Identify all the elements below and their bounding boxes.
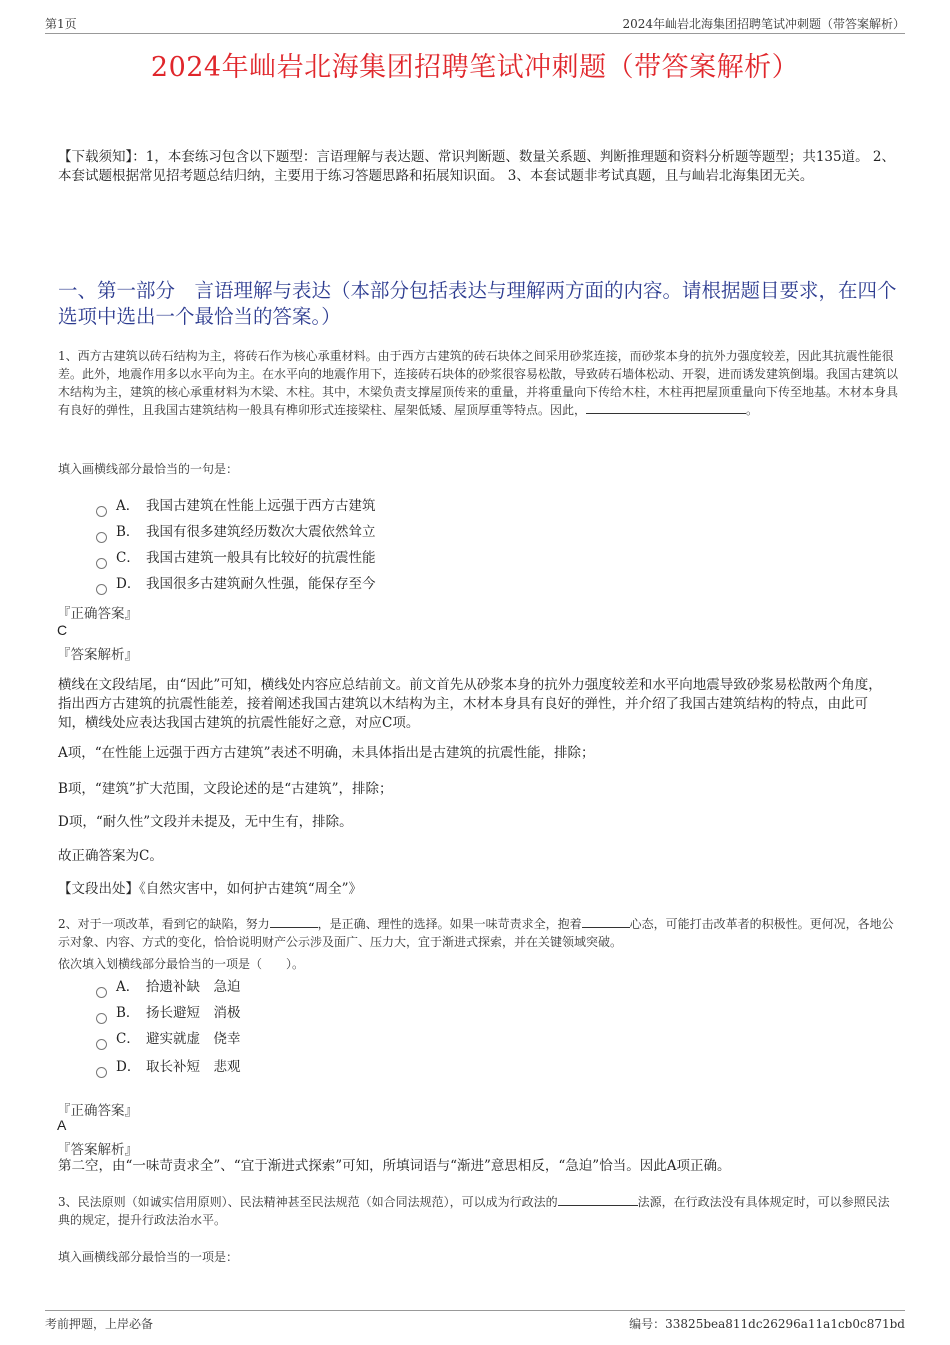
- footer-divider: [45, 1310, 905, 1311]
- q1-option-b[interactable]: B． 我国有很多建筑经历数次大震依然耸立: [96, 521, 376, 543]
- q2-option-a[interactable]: A． 拾遗补缺 急迫: [96, 976, 241, 998]
- answer-blank: [586, 401, 746, 414]
- q2-analysis-label: 『答案解析』: [57, 1142, 138, 1158]
- answer-blank: [270, 915, 318, 928]
- q2-option-b[interactable]: B． 扬长避短 消极: [96, 1002, 241, 1024]
- q2-answer: A: [57, 1117, 67, 1133]
- page-title: 2024年屾岩北海集团招聘笔试冲刺题（带答案解析）: [150, 52, 800, 83]
- q1-answer-label: 『正确答案』: [57, 606, 138, 622]
- radio-icon[interactable]: [96, 1067, 107, 1078]
- radio-icon[interactable]: [96, 987, 107, 998]
- download-notice: 【下载须知】：1，本套练习包含以下题型：言语理解与表达题、常识判断题、数量关系题、判断推理题和资料分析题等题型；共135道。 2、本套试题根据常见招考题总结归纳，主要用于练习答题思路和拓展知识面。 3、本套试题非考试真题，且与屾岩北海集团无关。: [58, 149, 895, 184]
- q2-answer-label: 『正确答案』: [57, 1103, 138, 1119]
- q1-source: 【文段出处】《自然灾害中，如何护古建筑“周全”》: [58, 881, 363, 897]
- radio-icon[interactable]: [96, 532, 107, 543]
- q1-option-d[interactable]: D． 我国很多古建筑耐久性强，能保存至今: [96, 573, 376, 595]
- q1-analysis-b: B项，“建筑”扩大范围，文段论述的是“古建筑”，排除；: [58, 781, 393, 797]
- question-3-prompt: 填入画横线部分最恰当的一项是：: [58, 1250, 239, 1264]
- section-heading: 一、第一部分 言语理解与表达（本部分包括表达与理解两方面的内容。请根据题目要求，在四个选项中选出一个最恰当的答案。）: [58, 279, 897, 328]
- q1-analysis-main: 横线在文段结尾，由“因此”可知，横线处内容应总结前文。前文首先从砂浆本身的抗外力强度较差和水平向地震导致砂浆易松散两个角度，指出西方古建筑的抗震性能差，接着阐述我国古建筑以木结构为主，木材本身具有良好的弹性，并介绍了我国古建筑结构的特点，由此可知，横线处应表达我国古建筑的抗震性能好之意，对应C项。: [58, 677, 882, 731]
- radio-icon[interactable]: [96, 1013, 107, 1024]
- q2-option-c[interactable]: C． 避实就虚 侥幸: [96, 1028, 241, 1050]
- question-3-stem: 3、民法原则（如诚实信用原则）、民法精神甚至民法规范（如合同法规范），可以成为行政法的 法源，在行政法没有具体规定时，可以参照民法典的规定，提升行政法治水平。: [58, 1195, 890, 1227]
- question-1-prompt: 填入画横线部分最恰当的一句是：: [58, 462, 239, 476]
- q2-option-d[interactable]: D． 取长补短 悲观: [96, 1056, 241, 1078]
- page-number: 第1页: [45, 17, 77, 31]
- footer-doc-id: 编号：33825bea811dc26296a11a1cb0c871bd: [629, 1317, 905, 1331]
- radio-icon[interactable]: [96, 506, 107, 517]
- question-2-prompt: 依次填入划横线部分最恰当的一项是（ ）。: [58, 957, 305, 971]
- question-1-stem: 1、西方古建筑以砖石结构为主，将砖石作为核心承重材料。由于西方古建筑的砖石块体之间采用砂浆连接，而砂浆本身的抗外力强度较差，因此其抗震性能很差。此外，地震作用多以水平向为主。在水平向的地震作用下，连接砖石块体的砂浆很容易松散，导致砖石墙体松动、开裂，进而诱发建筑倒塌。我国古建筑以木结构为主，建筑的核心承重材料为木梁、木柱。其中，木梁负责支撑屋顶传来的重量，并将重量向下传给木柱，木柱再把屋顶重量向下传至地基。木材本身具有良好的弹性，且我国古建筑结构一般具有榫卯形式连接梁柱、屋架低矮、屋顶厚重等特点。因此， 。: [58, 349, 899, 417]
- answer-blank: [582, 915, 630, 928]
- q1-analysis-d: D项，“耐久性”文段并未提及，无中生有，排除。: [58, 814, 353, 830]
- q1-answer: C: [57, 622, 68, 638]
- question-2-stem: 2、对于一项改革，看到它的缺陷，努力 ，是正确、理性的选择。如果一味苛责求全，抱着 心态，可能打击改革者的积极性。更何况，各地公示对象、内容、方式的变化，恰恰说明财产公示涉及面广、压力大，宜于渐进式探索，并在关键领域突破。: [58, 917, 894, 949]
- radio-icon[interactable]: [96, 584, 107, 595]
- radio-icon[interactable]: [96, 1039, 107, 1050]
- radio-icon[interactable]: [96, 558, 107, 569]
- footer-slogan: 考前押题，上岸必备: [45, 1317, 154, 1331]
- header-divider: [45, 33, 905, 34]
- q1-analysis-a: A项，“在性能上远强于西方古建筑”表述不明确，未具体指出是古建筑的抗震性能，排除；: [58, 745, 595, 761]
- q1-option-c[interactable]: C． 我国古建筑一般具有比较好的抗震性能: [96, 547, 376, 569]
- q1-conclusion: 故正确答案为C。: [58, 848, 163, 864]
- running-header-title: 2024年屾岩北海集团招聘笔试冲刺题（带答案解析）: [622, 17, 905, 31]
- q1-analysis-label: 『答案解析』: [57, 647, 138, 663]
- q1-option-a[interactable]: A． 我国古建筑在性能上远强于西方古建筑: [96, 495, 376, 517]
- answer-blank: [558, 1193, 638, 1206]
- q2-analysis: 第二空，由“一味苛责求全”、“宜于渐进式探索”可知，所填词语与“渐进”意思相反，“急迫”恰当。因此A项正确。: [58, 1158, 731, 1174]
